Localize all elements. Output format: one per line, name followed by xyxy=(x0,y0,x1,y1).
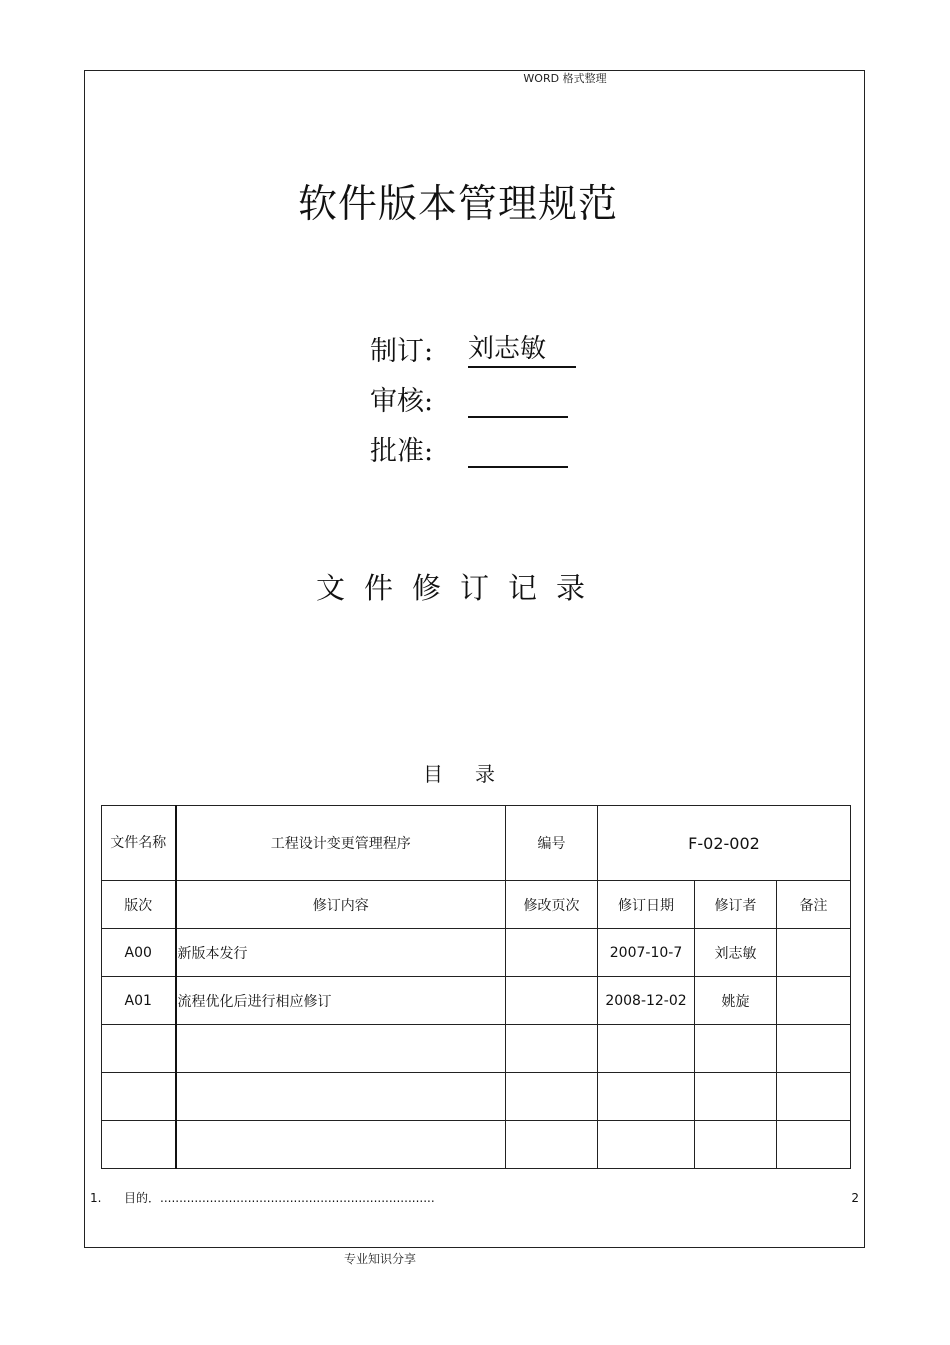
column-header: 修订日期 xyxy=(598,881,695,929)
signature-row-approved xyxy=(370,418,630,468)
code-label: 编号 xyxy=(506,806,598,881)
table-cell xyxy=(777,1025,851,1073)
table-cell xyxy=(176,1025,506,1073)
revision-record-title: 文件修订记录 xyxy=(315,571,604,605)
signature-block xyxy=(370,318,630,468)
signature-blank-line xyxy=(468,382,568,418)
table-cell xyxy=(506,977,598,1025)
table-header-info-row xyxy=(102,806,851,881)
table-cell: A00 xyxy=(102,929,176,977)
code-value: F-02-002 xyxy=(598,806,851,881)
toc-title: 目录 xyxy=(423,762,527,786)
file-name-value: 工程设计变更管理程序 xyxy=(176,806,506,881)
table-cell xyxy=(598,1121,695,1169)
document-title: 软件版本管理规范 xyxy=(297,182,618,227)
table-column-header-row xyxy=(102,881,851,929)
column-header: 修改页次 xyxy=(506,881,598,929)
table-cell xyxy=(506,1073,598,1121)
header-note: WORD 格式整理 xyxy=(523,72,607,85)
column-header: 修订内容 xyxy=(176,881,506,929)
table-cell: 2008-12-02 xyxy=(598,977,695,1025)
signature-label: 批准: xyxy=(370,436,434,467)
signature-blank-line xyxy=(468,432,568,468)
table-row xyxy=(102,977,851,1025)
revision-table xyxy=(101,805,851,1169)
table-cell xyxy=(506,929,598,977)
table-cell xyxy=(506,1025,598,1073)
table-cell xyxy=(598,1073,695,1121)
table-cell xyxy=(695,1025,777,1073)
table-cell: 2007-10-7 xyxy=(598,929,695,977)
toc-entry-page: 2 xyxy=(851,1191,859,1205)
table-cell: 新版本发行 xyxy=(176,929,506,977)
table-cell xyxy=(777,929,851,977)
signature-label: 审核: xyxy=(370,386,434,417)
table-cell: 刘志敏 xyxy=(695,929,777,977)
table-cell xyxy=(102,1121,176,1169)
signature-row-drafted xyxy=(370,318,630,368)
table-cell xyxy=(176,1121,506,1169)
toc-entry-text: 目的．........................................................................ xyxy=(124,1191,435,1205)
signature-row-reviewed xyxy=(370,368,630,418)
column-header: 修订者 xyxy=(695,881,777,929)
table-cell xyxy=(777,1073,851,1121)
column-header: 备注 xyxy=(777,881,851,929)
signature-label: 制订: xyxy=(370,336,434,367)
signature-value: 刘志敏 xyxy=(468,332,576,368)
table-cell: 姚旋 xyxy=(695,977,777,1025)
table-row xyxy=(102,1073,851,1121)
table-cell xyxy=(102,1073,176,1121)
table-cell xyxy=(598,1025,695,1073)
footer-note: 专业知识分享 xyxy=(343,1252,416,1266)
toc-entry[interactable] xyxy=(90,1188,862,1208)
column-header: 版次 xyxy=(102,881,176,929)
table-row xyxy=(102,929,851,977)
table-cell xyxy=(506,1121,598,1169)
table-cell xyxy=(695,1121,777,1169)
table-cell xyxy=(777,1121,851,1169)
file-name-label: 文件名称 xyxy=(102,806,176,881)
table-cell xyxy=(777,977,851,1025)
table-row xyxy=(102,1121,851,1169)
toc-entry-number: 1. xyxy=(90,1191,102,1205)
table-cell xyxy=(695,1073,777,1121)
table-row xyxy=(102,1025,851,1073)
table-cell: A01 xyxy=(102,977,176,1025)
table-cell xyxy=(102,1025,176,1073)
table-cell xyxy=(176,1073,506,1121)
table-cell: 流程优化后进行相应修订 xyxy=(176,977,506,1025)
